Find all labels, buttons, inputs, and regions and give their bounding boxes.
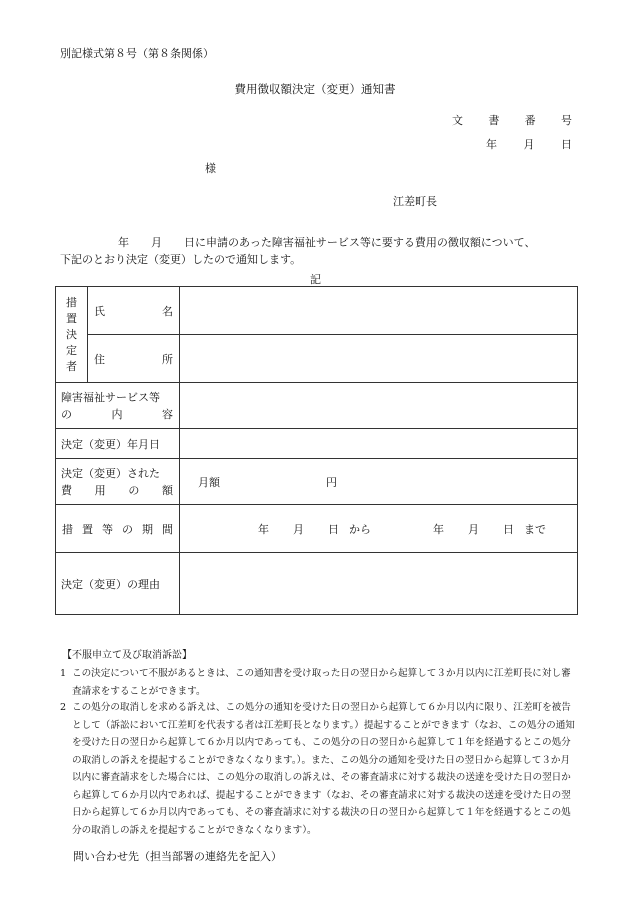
decision-date-label: 決定（変更）年月日 xyxy=(56,429,180,459)
date-month: 月 xyxy=(523,138,535,151)
appeal-note-2 xyxy=(60,699,576,839)
reason-label: 決定（変更）の理由 xyxy=(56,553,180,615)
recipient-group-label: 措 置 決 定 者 xyxy=(56,287,88,383)
service-content-field[interactable] xyxy=(180,383,578,429)
ki-heading: 記 xyxy=(310,273,321,286)
doc-number-char: 号 xyxy=(560,114,572,127)
reason-field[interactable] xyxy=(180,553,578,615)
note-text: この決定について不服があるときは、この通知書を受け取った日の翌日から起算して３か月以内に江差町長に対し審査請求をすることができます。 xyxy=(72,668,571,697)
cost-label: 決定（変更）された 費 用 の 額 xyxy=(56,459,180,505)
decision-table xyxy=(55,286,578,615)
name-label: 氏 名 xyxy=(88,287,180,335)
cost-yen-label: 円 xyxy=(326,475,337,489)
decision-date-field[interactable] xyxy=(180,429,578,459)
intro-text-line2: 下記のとおり決定（変更）したので通知します。 xyxy=(60,253,302,266)
issuer: 江差町長 xyxy=(393,195,437,208)
period-label: 措 置 等 の 期 間 xyxy=(56,505,180,553)
doc-number-char: 文 xyxy=(452,114,463,127)
note-text: この処分の取消しを求める訴えは、この処分の通知を受けた日の翌日から起算して６か月以内に限り、江差町を被告として（訴訟において江差町を代表する者は江差町長となります。）提起することができます（なお、この処分の通知を受けた日の翌日から起算して６か月以内であっても、この処分の日の翌日から起算して１年を経過するとこの処分の取消しの訴えを提起することができなくなります。）。また、この処分の通知を受けた日の翌日から起算して３か月以内に審査請求をした場合には、この処分の取消しの訴えは、その審査請求に対する裁決の送達を受けた日の翌日から起算して６か月以内であれば、提起することができます（なお、その審査請求に対する裁決の送達を受けた日の翌日から起算して６か月以内であっても、その審査請求に対する裁決の日の翌日から起算して１年を経過するとこの処分の取消しの訴えを提起することができなくなります）。 xyxy=(72,702,575,836)
form-number: 別記様式第８号（第８条関係） xyxy=(60,47,214,60)
date-day: 日 xyxy=(561,138,572,151)
appeal-heading: 【不服申立て及び取消訴訟】 xyxy=(62,650,192,661)
date-year: 年 xyxy=(486,138,497,151)
period-field[interactable]: 年 月 日 から 年 月 日 まで xyxy=(180,505,578,553)
appeal-note-1 xyxy=(60,665,576,700)
cost-field[interactable] xyxy=(180,459,578,505)
doc-number-char: 番 xyxy=(524,114,536,127)
address-label: 住 所 xyxy=(88,335,180,383)
note-number: 2 xyxy=(60,702,67,713)
document-number-label xyxy=(452,112,572,128)
service-content-label: 障害福祉サービス等 の 内 容 xyxy=(56,383,180,429)
contact-info: 問い合わせ先（担当部署の連絡先を記入） xyxy=(73,850,282,863)
doc-number-char: 書 xyxy=(488,114,500,127)
issue-date xyxy=(486,136,572,152)
address-field[interactable] xyxy=(180,335,578,383)
cost-monthly-label: 月額 xyxy=(198,475,220,489)
addressee: 様 xyxy=(205,162,216,175)
name-field[interactable] xyxy=(180,287,578,335)
note-number: 1 xyxy=(60,668,67,679)
intro-text-line1: 年 月 日に申請のあった障害福祉サービス等に要する費用の徴収額について、 xyxy=(118,236,536,249)
document-title: 費用徴収額決定（変更）通知書 xyxy=(234,82,396,96)
